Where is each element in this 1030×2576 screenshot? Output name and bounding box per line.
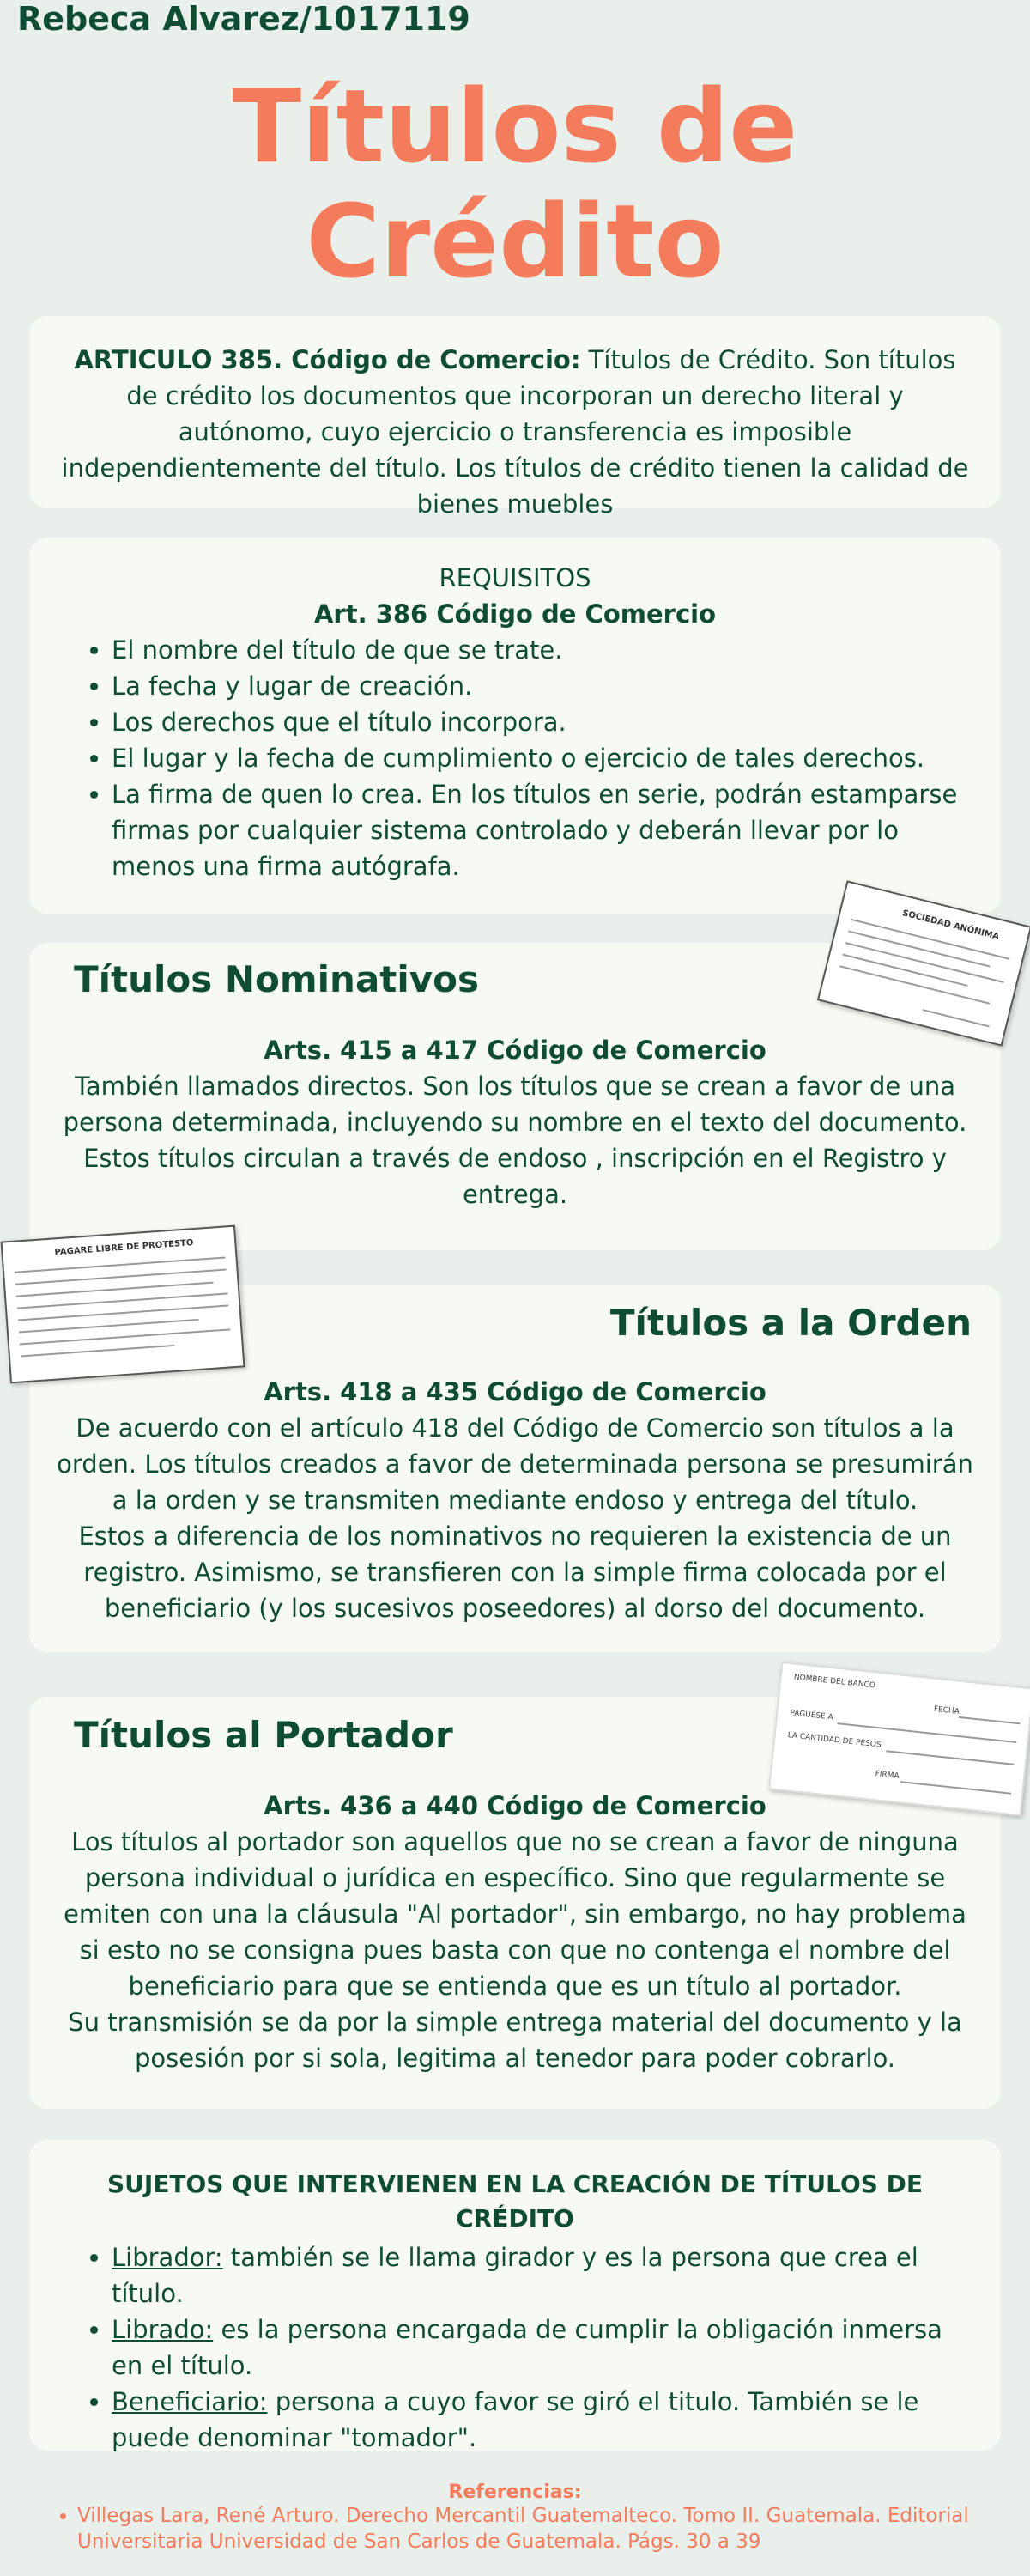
articulo-paragraph bbox=[60, 342, 970, 522]
orden-subheading: Arts. 418 a 435 Código de Comercio bbox=[264, 1377, 766, 1406]
page-title bbox=[0, 69, 1030, 299]
sujetos-card bbox=[29, 2140, 1001, 2451]
document-title: SOCIEDAD ANÓNIMA bbox=[901, 908, 1001, 942]
document-title: PAGARE LIBRE DE PROTESTO bbox=[54, 1238, 194, 1258]
pagare-document-image bbox=[1, 1225, 245, 1384]
referencias-list bbox=[52, 2503, 978, 2555]
cheque-document-image bbox=[768, 1662, 1030, 1816]
cheque-cantidad: LA CANTIDAD DE PESOS bbox=[787, 1731, 882, 1750]
sujetos-list bbox=[46, 2239, 984, 2456]
list-item: • El nombre del título de que se trate. bbox=[112, 632, 966, 668]
author-name: Rebeca Alvarez/1017119 bbox=[17, 0, 470, 38]
orden-paragraph-1: De acuerdo con el artículo 418 del Código de Comercio son títulos a la orden. Los títulos creados a favor de determinada persona se presumirán a la orden y se transmiten mediante endoso y entrega del título. bbox=[57, 1413, 973, 1515]
sujeto-text: es la persona encargada de cumplir la obligación inmersa en el título. bbox=[112, 2315, 942, 2380]
title-line-1: Títulos de bbox=[232, 67, 798, 185]
portador-paragraph-1: Los títulos al portador son aquellos que no se crean a favor de ninguna persona individual o jurídica en específico. Sino que regularmente se emiten con una la cláusula "Al portador", sin embargo, no hay problema si esto no se consigna pues basta con que no contenga el nombre del beneficiario para que se entienda que es un título al portador. bbox=[64, 1827, 966, 2001]
sujeto-text: persona a cuyo favor se giró el titulo. También se le puede denominar "tomador". bbox=[112, 2387, 919, 2452]
portador-paragraph-2: Su transmisión se da por la simple entrega material del documento y la posesión por si sola, legitima al tenedor para poder cobrarlo. bbox=[68, 2008, 962, 2073]
list-item bbox=[112, 2312, 966, 2384]
requisitos-heading: REQUISITOS bbox=[439, 563, 591, 592]
requisitos-subheading: Art. 386 Código de Comercio bbox=[313, 599, 716, 629]
list-item bbox=[112, 2384, 966, 2456]
sujeto-term: Beneficiario: bbox=[112, 2387, 268, 2416]
referencias-heading: Referencias: bbox=[448, 2482, 582, 2503]
requisitos-list bbox=[46, 632, 984, 884]
list-item: • La fecha y lugar de creación. bbox=[112, 668, 966, 704]
orden-paragraph-2: Estos a diferencia de los nominativos no requieren la existencia de un registro. Asimismo, se transfieren con la simple firma colocada por el beneficiario (y los sucesivos poseedores) al dorso del documento. bbox=[78, 1522, 952, 1623]
requisitos-card bbox=[29, 538, 1001, 914]
articulo-card bbox=[29, 316, 1001, 519]
articulo-label: ARTICULO 385. Código de Comercio: bbox=[74, 345, 581, 374]
list-item: • La firma de quen lo crea. En los títulos en serie, podrán estamparse firmas por cualquier sistema controlado y deberán llevar por lo menos una firma autógrafa. bbox=[112, 776, 966, 884]
portador-subheading: Arts. 436 a 440 Código de Comercio bbox=[264, 1791, 766, 1820]
cheque-firma: FIRMA bbox=[875, 1770, 900, 1781]
sujetos-heading: SUJETOS QUE INTERVIENEN EN LA CREACIÓN DE TÍTULOS DE CRÉDITO bbox=[106, 2170, 924, 2233]
sujeto-term: Librador: bbox=[112, 2243, 223, 2272]
sujeto-term: Librado: bbox=[112, 2315, 214, 2344]
cheque-paguese: PAGUESE A bbox=[789, 1709, 834, 1722]
sujeto-text: también se le llama girador y es la persona que crea el título. bbox=[112, 2243, 918, 2308]
cheque-fecha: FECHA bbox=[933, 1704, 960, 1716]
nominativos-subheading: Arts. 415 a 417 Código de Comercio bbox=[264, 1036, 766, 1065]
orden-heading: Títulos a la Orden bbox=[609, 1302, 972, 1344]
nominativos-heading: Títulos Nominativos bbox=[74, 958, 480, 1000]
list-item: • El lugar y la fecha de cumplimiento o ejercicio de tales derechos. bbox=[112, 740, 966, 776]
list-item: • Villegas Lara, René Arturo. Derecho Mercantil Guatemalteco. Tomo II. Guatemala. Editorial Universitaria Universidad de San Carlos de Guatemala. Págs. 30 a 39 bbox=[77, 2503, 978, 2555]
nominativos-text: También llamados directos. Son los títulos que se crean a favor de una persona determinada, incluyendo su nombre en el texto del documento. Estos títulos circulan a través de endoso , inscripción en el Registro y entrega. bbox=[63, 1072, 967, 1209]
title-line-2: Crédito bbox=[306, 182, 724, 301]
list-item bbox=[112, 2239, 966, 2312]
list-item: • Los derechos que el título incorpora. bbox=[112, 704, 966, 740]
articulo-text: Títulos de Crédito. Son títulos de crédito los documentos que incorporan un derecho literal y autónomo, cuyo ejercicio o transferencia es imposible independientemente del título. Los títulos de crédito tienen la calidad de bienes muebles bbox=[61, 345, 969, 519]
cheque-bank: NOMBRE DEL BANCO bbox=[793, 1673, 876, 1691]
portador-heading: Títulos al Portador bbox=[74, 1714, 453, 1756]
